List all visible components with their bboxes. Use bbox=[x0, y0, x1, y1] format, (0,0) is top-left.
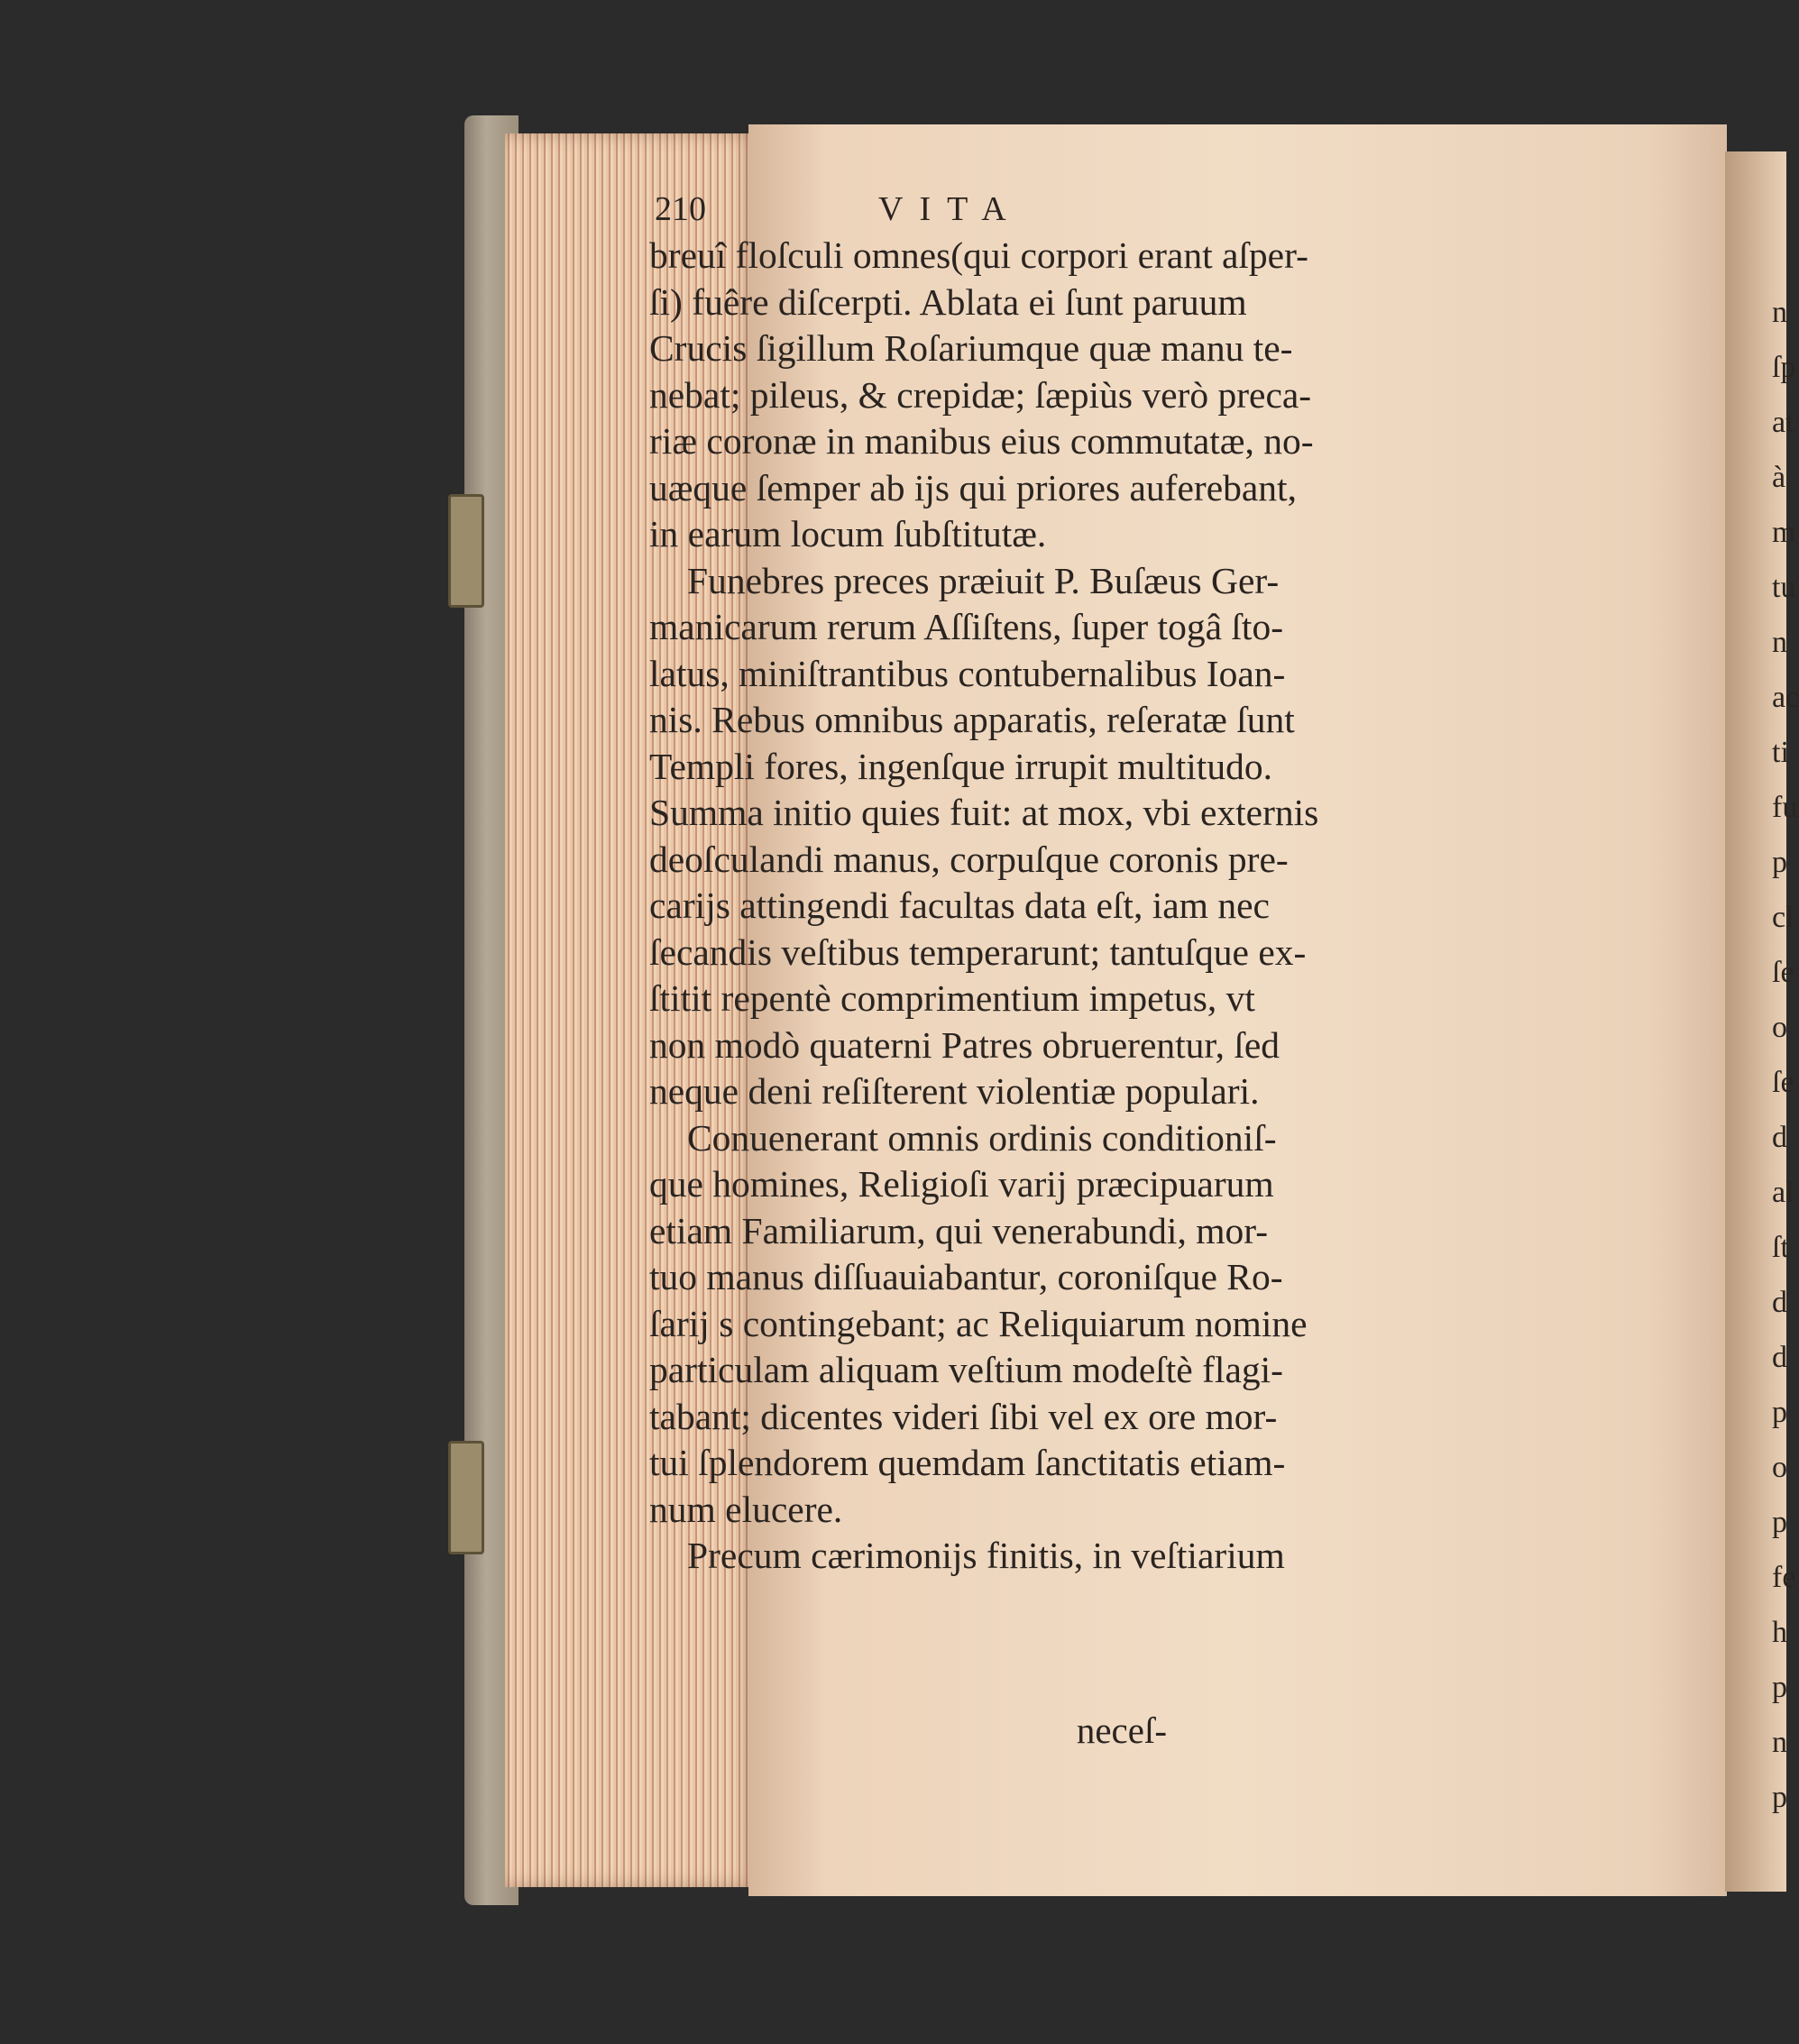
next-page-letter: p bbox=[1772, 846, 1787, 879]
running-title: VITA bbox=[878, 190, 1023, 228]
next-page-letter: p bbox=[1772, 1396, 1787, 1429]
next-page-letter: n bbox=[1772, 1726, 1787, 1759]
text-line: uæque ſemper ab ijs qui priores auferebant, bbox=[649, 466, 1297, 509]
catchword: neceſ- bbox=[1076, 1709, 1167, 1751]
text-line: nis. Rebus omnibus apparatis, reſeratæ ſunt bbox=[649, 699, 1295, 740]
text-line: Conuenerant omnis ordinis conditioniſ- bbox=[687, 1116, 1277, 1159]
next-page-letter: o bbox=[1772, 1451, 1787, 1484]
text-line: etiam Familiarum, qui venerabundi, mor- bbox=[649, 1209, 1269, 1251]
text-line: neque deni reſiſterent violentiæ populari. bbox=[649, 1070, 1260, 1112]
next-page-letter: à bbox=[1772, 461, 1786, 494]
text-line: nebat; pileus, & crepidæ; ſæpiùs verò preca- bbox=[649, 373, 1312, 416]
next-page-letter: p bbox=[1772, 1781, 1787, 1814]
text-line: tui ſplendorem quemdam ſanctitatis etiam- bbox=[649, 1442, 1286, 1483]
next-page-letter: d bbox=[1772, 1121, 1787, 1154]
text-line: breuî floſculi omnes(qui corpori erant aſper- bbox=[649, 234, 1308, 276]
text-line: Templi fores, ingenſque irrupit multitudo. bbox=[649, 745, 1272, 787]
text-line: Summa initio quies fuit: at mox, vbi externis bbox=[649, 792, 1319, 833]
text-line: deoſculandi manus, corpuſque coronis pre- bbox=[649, 838, 1289, 880]
clasp-icon bbox=[448, 1441, 484, 1554]
text-line: tabant; dicentes videri ſibi vel ex ore mor- bbox=[649, 1395, 1278, 1437]
text-line: num elucere. bbox=[649, 1488, 843, 1530]
text-line: Funebres preces præiuit P. Buſæus Ger- bbox=[687, 559, 1280, 601]
next-page-letter: n bbox=[1772, 296, 1787, 329]
next-page-letter: ti bbox=[1772, 736, 1789, 769]
next-page-letter: fu bbox=[1772, 791, 1798, 824]
next-page-letter: d bbox=[1772, 1341, 1787, 1374]
next-page-letter: o bbox=[1772, 1011, 1787, 1044]
text-line: riæ coronæ in manibus eius commutatæ, no- bbox=[649, 420, 1314, 462]
text-line: Precum cærimonijs finitis, in veſtiarium bbox=[687, 1535, 1285, 1576]
text-line: manicarum rerum Aſſiſtens, ſuper togâ ſto- bbox=[649, 606, 1284, 647]
next-page-letter: ſt bbox=[1772, 1231, 1789, 1264]
text-line: ſecandis veſtibus temperarunt; tantuſque ex- bbox=[649, 930, 1307, 973]
next-page-letter: m bbox=[1772, 516, 1796, 549]
next-page-letter: p bbox=[1772, 1671, 1787, 1704]
right-page-fragment bbox=[1725, 151, 1799, 1892]
text-line: non modò quaterni Patres obruerentur, ſed bbox=[649, 1023, 1280, 1066]
next-page-letter: n bbox=[1772, 626, 1787, 659]
text-line: in earum locum ſubſtitutæ. bbox=[649, 513, 1047, 555]
next-page-letter: tu bbox=[1772, 571, 1796, 604]
text-line: ſtitit repentè comprimentium impetus, vt bbox=[649, 977, 1255, 1019]
text-line: ſi) fuêre diſcerpti. Ablata ei ſunt paruum bbox=[649, 280, 1247, 323]
text-line: carijs attingendi facultas data eſt, iam nec bbox=[649, 885, 1270, 926]
page-number: 210 bbox=[655, 190, 706, 228]
text-line: ſarij s contingebant; ac Reliquiarum nomine bbox=[649, 1302, 1308, 1344]
next-page-letter: al bbox=[1772, 1176, 1794, 1209]
next-page-letter: ac bbox=[1772, 681, 1799, 714]
body-text bbox=[649, 233, 1319, 1580]
clasp-icon bbox=[448, 494, 484, 608]
next-page-letter: fe bbox=[1772, 1561, 1796, 1594]
next-page-letter: ſe bbox=[1772, 1066, 1794, 1099]
next-page-letter: at bbox=[1772, 406, 1794, 439]
text-line: particulam aliquam veſtium modeſtè flagi- bbox=[649, 1349, 1283, 1390]
next-page-letter: ſe bbox=[1772, 956, 1794, 989]
text-line: que homines, Religioſi varij præcipuarum bbox=[649, 1163, 1274, 1205]
text-line: tuo manus diſſuauiabantur, coroniſque Ro- bbox=[649, 1256, 1283, 1297]
text-line: Crucis ſigillum Roſariumque quæ manu te- bbox=[649, 327, 1293, 369]
text-line: latus, miniſtrantibus contubernalibus Ioan- bbox=[649, 652, 1286, 694]
next-page-letter: ſp bbox=[1772, 351, 1796, 384]
next-page-letter: h bbox=[1772, 1616, 1787, 1649]
next-page-letter: d bbox=[1772, 1286, 1787, 1319]
next-page-letter: p bbox=[1772, 1506, 1787, 1539]
next-page-letter: cl bbox=[1772, 901, 1794, 934]
